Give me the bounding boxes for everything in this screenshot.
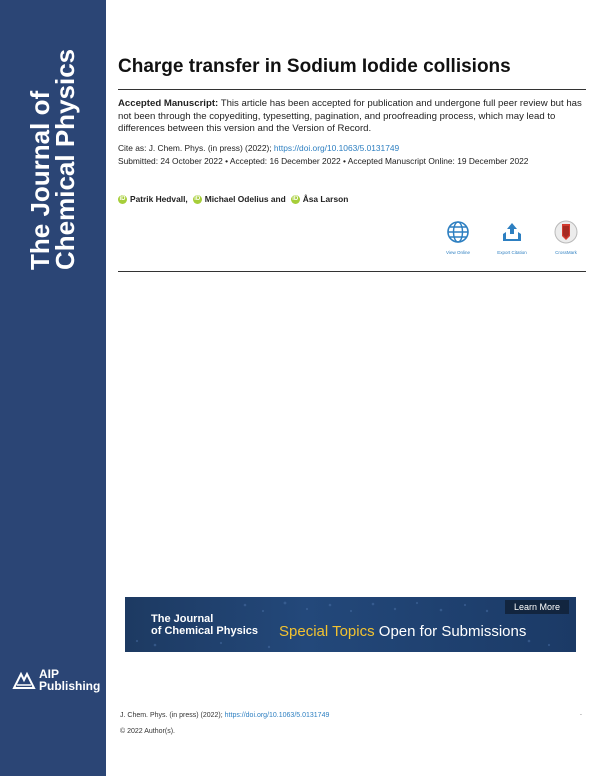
crossmark-icon — [554, 220, 578, 244]
orcid-icon[interactable]: iD — [194, 195, 201, 202]
footer-citation — [120, 712, 329, 719]
citation-line — [118, 143, 586, 154]
banner-journal-line2: of Chemical Physics — [151, 625, 258, 637]
aip-publishing-logo[interactable] — [12, 668, 100, 692]
journal-sidebar — [0, 0, 106, 776]
learn-more-button[interactable]: Learn More — [505, 600, 569, 614]
journal-name-line1: The Journal of — [25, 90, 55, 270]
author-list — [118, 194, 348, 204]
globe-icon — [446, 220, 470, 244]
export-icon — [500, 220, 524, 244]
banner-special-topics — [279, 623, 526, 640]
banner-journal-name — [151, 613, 258, 637]
journal-name-vertical — [25, 40, 80, 270]
footer-dot: . — [580, 710, 582, 717]
title-divider — [118, 89, 586, 90]
export-citation-label: Export Citation — [497, 250, 527, 255]
footer-cite-prefix: J. Chem. Phys. (in press) (2022); — [120, 712, 225, 719]
crossmark-button[interactable] — [544, 220, 588, 255]
aip-logo-icon — [12, 668, 36, 692]
doi-link[interactable]: https://doi.org/10.1063/5.0131749 — [273, 143, 400, 153]
footer-doi-link[interactable]: https://doi.org/10.1063/5.0131749 — [224, 712, 330, 719]
article-title: Charge transfer in Sodium Iodide collisions — [118, 56, 511, 77]
author-name[interactable]: Åsa Larson — [302, 194, 349, 204]
view-online-label: View Online — [446, 250, 470, 255]
crossmark-label: CrossMark — [555, 250, 577, 255]
aip-logo-line1: AIP — [39, 667, 60, 681]
accepted-manuscript-notice — [118, 98, 586, 136]
author-name[interactable]: Patrik Hedvall, — [130, 194, 188, 204]
header-divider — [118, 271, 586, 272]
cite-prefix: Cite as: J. Chem. Phys. (in press) (2022); — [118, 143, 274, 153]
view-online-button[interactable] — [436, 220, 480, 255]
special-topics-banner[interactable] — [125, 597, 576, 652]
accepted-label: Accepted Manuscript: — [118, 98, 219, 109]
journal-name-line2: Chemical Physics — [50, 48, 80, 270]
orcid-icon[interactable]: iD — [292, 195, 299, 202]
accepted-text: This article has been accepted for publication and undergone full peer review but has not been through the copyediting, typesetting, pagination, and proofreading process, which may lead to differences between this version and the Version of Record. — [118, 98, 582, 134]
footer-copyright: © 2022 Author(s). — [120, 728, 175, 735]
banner-journal-line1: The Journal — [151, 613, 214, 625]
author-name[interactable]: Michael Odelius and — [204, 194, 286, 204]
orcid-icon[interactable]: iD — [119, 195, 126, 202]
special-topics-text: Special Topics — [279, 623, 375, 640]
aip-logo-line2: Publishing — [39, 679, 101, 693]
export-citation-button[interactable] — [490, 220, 534, 255]
open-submissions-text: Open for Submissions — [374, 623, 527, 640]
publication-dates: Submitted: 24 October 2022 • Accepted: 16 December 2022 • Accepted Manuscript Online: 19 December 2022 — [118, 156, 529, 166]
